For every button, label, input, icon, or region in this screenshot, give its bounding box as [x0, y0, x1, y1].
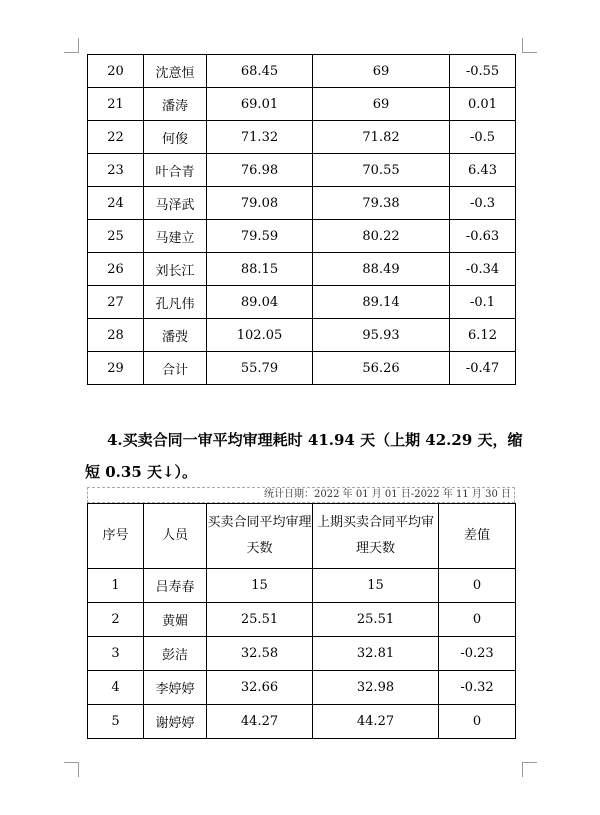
cell-person: 合计: [144, 352, 207, 385]
cell-person: 吕寿春: [144, 569, 207, 603]
cell-prev-avg-days: 79.38: [313, 187, 450, 220]
table-row: [88, 121, 516, 154]
cell-prev-avg-days: 15: [313, 569, 439, 603]
cell-serial: 2: [88, 603, 144, 637]
cell-difference: -0.1: [450, 286, 516, 319]
cell-avg-days: 25.51: [207, 603, 313, 637]
cell-avg-days: 88.15: [207, 253, 313, 286]
cell-difference: -0.32: [439, 671, 516, 705]
cell-avg-days: 79.59: [207, 220, 313, 253]
header-serial: 序号: [88, 504, 144, 569]
cell-difference: -0.63: [450, 220, 516, 253]
table-row: [88, 253, 516, 286]
cell-prev-avg-days: 56.26: [313, 352, 450, 385]
cell-person: 刘长江: [144, 253, 207, 286]
cell-serial: 29: [88, 352, 144, 385]
cell-prev-avg-days: 25.51: [313, 603, 439, 637]
cell-serial: 5: [88, 705, 144, 739]
stat-date-label: 统计日期：2022 年 01 月 01 日-2022 年 11 月 30 日: [264, 489, 511, 500]
cell-difference: 0.01: [450, 88, 516, 121]
cell-avg-days: 102.05: [207, 319, 313, 352]
cell-person: 何俊: [144, 121, 207, 154]
stat-date-box: [87, 487, 515, 503]
table-row: [88, 671, 516, 705]
cell-serial: 4: [88, 671, 144, 705]
cell-difference: 0: [439, 603, 516, 637]
cell-difference: -0.5: [450, 121, 516, 154]
cell-serial: 24: [88, 187, 144, 220]
table-body: [88, 569, 516, 739]
table-row: [88, 637, 516, 671]
table-body: [88, 55, 516, 385]
cell-difference: -0.34: [450, 253, 516, 286]
cell-prev-avg-days: 71.82: [313, 121, 450, 154]
cell-prev-avg-days: 69: [313, 55, 450, 88]
cell-serial: 28: [88, 319, 144, 352]
cell-person: 李婷婷: [144, 671, 207, 705]
cell-prev-avg-days: 32.81: [313, 637, 439, 671]
cell-serial: 23: [88, 154, 144, 187]
cell-person: 潘涛: [144, 88, 207, 121]
cell-prev-avg-days: 88.49: [313, 253, 450, 286]
page-corner-mark-top-right: [522, 38, 537, 53]
cell-difference: -0.47: [450, 352, 516, 385]
cell-difference: -0.55: [450, 55, 516, 88]
cell-avg-days: 79.08: [207, 187, 313, 220]
table-row: [88, 286, 516, 319]
cell-person: 黄媚: [144, 603, 207, 637]
page-corner-mark-bottom-right: [522, 762, 537, 777]
table-row: [88, 88, 516, 121]
cell-prev-avg-days: 89.14: [313, 286, 450, 319]
cell-serial: 20: [88, 55, 144, 88]
table-row: [88, 187, 516, 220]
cell-person: 马建立: [144, 220, 207, 253]
cell-serial: 26: [88, 253, 144, 286]
header-difference: 差值: [439, 504, 516, 569]
cell-avg-days: 32.66: [207, 671, 313, 705]
cell-serial: 27: [88, 286, 144, 319]
cell-person: 谢婷婷: [144, 705, 207, 739]
cell-avg-days: 71.32: [207, 121, 313, 154]
table-row: [88, 569, 516, 603]
cell-difference: 0: [439, 705, 516, 739]
cell-serial: 21: [88, 88, 144, 121]
cell-difference: -0.3: [450, 187, 516, 220]
cell-prev-avg-days: 32.98: [313, 671, 439, 705]
cell-avg-days: 15: [207, 569, 313, 603]
cell-avg-days: 76.98: [207, 154, 313, 187]
cell-prev-avg-days: 80.22: [313, 220, 450, 253]
cell-avg-days: 44.27: [207, 705, 313, 739]
cell-avg-days: 69.01: [207, 88, 313, 121]
cell-serial: 22: [88, 121, 144, 154]
cell-prev-avg-days: 44.27: [313, 705, 439, 739]
table-row: [88, 319, 516, 352]
cell-avg-days: 32.58: [207, 637, 313, 671]
cell-person: 孔凡伟: [144, 286, 207, 319]
page-corner-mark-top-left: [64, 38, 79, 53]
cell-serial: 1: [88, 569, 144, 603]
cell-person: 叶合青: [144, 154, 207, 187]
table-row: [88, 705, 516, 739]
header-prev-avg-days: 上期买卖合同平均审理天数: [313, 504, 439, 569]
cell-avg-days: 55.79: [207, 352, 313, 385]
cell-person: 马泽武: [144, 187, 207, 220]
cell-difference: 0: [439, 569, 516, 603]
cell-avg-days: 68.45: [207, 55, 313, 88]
cell-prev-avg-days: 95.93: [313, 319, 450, 352]
table-row: [88, 220, 516, 253]
cell-serial: 3: [88, 637, 144, 671]
cell-difference: 6.12: [450, 319, 516, 352]
header-avg-days: 买卖合同平均审理天数: [207, 504, 313, 569]
cell-person: 彭洁: [144, 637, 207, 671]
cell-difference: -0.23: [439, 637, 516, 671]
table-continued-trial-days: [87, 54, 516, 385]
page-corner-mark-bottom-left: [64, 762, 79, 777]
section-heading: 4.买卖合同一审平均审理耗时 41.94 天（上期 42.29 天，缩短 0.35 天↓）。: [85, 431, 523, 481]
table-row: [88, 154, 516, 187]
table-row: [88, 603, 516, 637]
cell-serial: 25: [88, 220, 144, 253]
table-row: [88, 55, 516, 88]
table-header-row: [88, 504, 516, 569]
cell-avg-days: 89.04: [207, 286, 313, 319]
cell-person: 沈意恒: [144, 55, 207, 88]
header-person: 人员: [144, 504, 207, 569]
cell-person: 潘弢: [144, 319, 207, 352]
cell-prev-avg-days: 70.55: [313, 154, 450, 187]
table-row: [88, 352, 516, 385]
table-sales-contract-trial-days: [87, 503, 516, 739]
cell-prev-avg-days: 69: [313, 88, 450, 121]
cell-difference: 6.43: [450, 154, 516, 187]
